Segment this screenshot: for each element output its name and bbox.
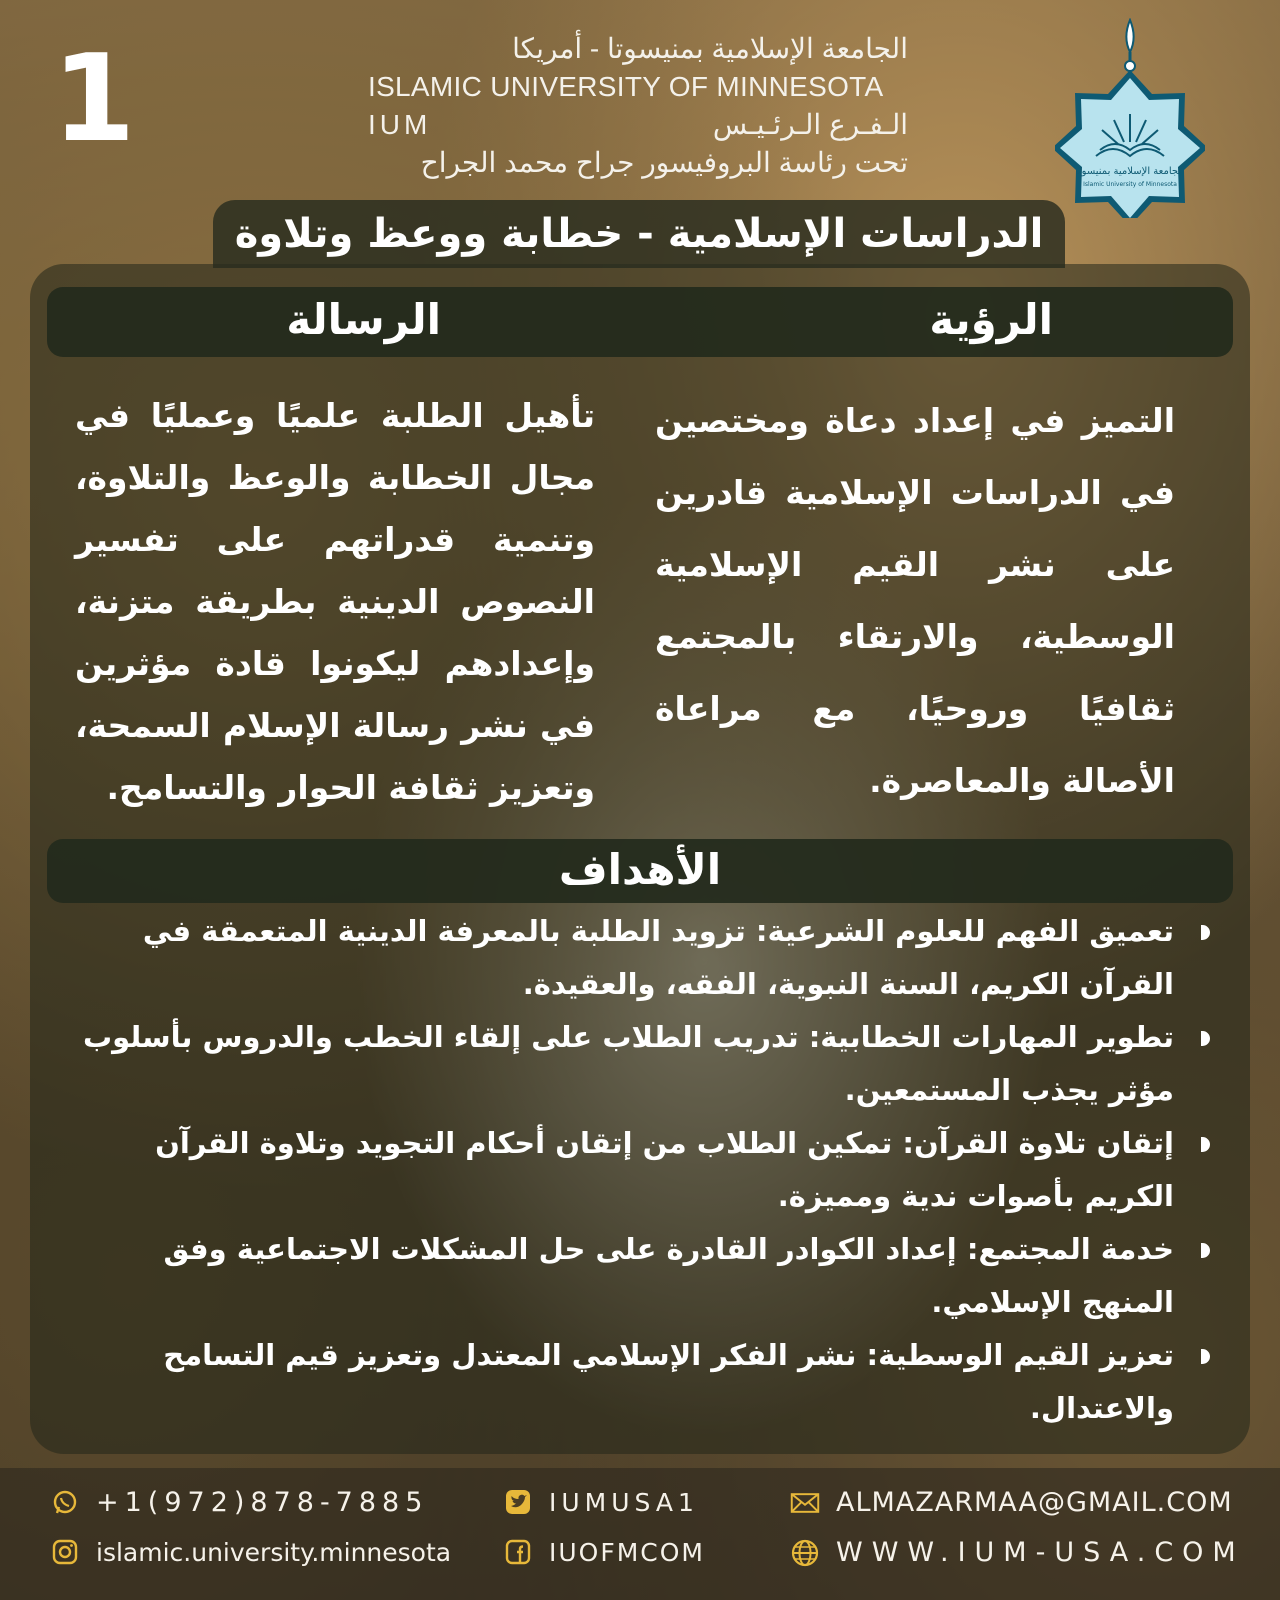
whatsapp-icon xyxy=(50,1488,80,1518)
goal-item xyxy=(62,1117,1212,1223)
twitter-contact[interactable] xyxy=(503,1487,699,1517)
website-contact[interactable] xyxy=(790,1537,1245,1568)
goals-heading: الأهداف xyxy=(558,845,722,894)
university-logo xyxy=(1055,18,1205,218)
university-arabic-name: الجامعة الإسلامية بمنيسوتا - أمريكا xyxy=(512,33,908,64)
phone-number: +1(972)878-7885 xyxy=(96,1487,429,1518)
instagram-icon xyxy=(50,1537,80,1567)
branch-abbr: IUM xyxy=(368,109,432,140)
goal-text: تعزيز القيم الوسطية: نشر الفكر الإسلامي المعتدل وتعزيز قيم التسامح والاعتدال. xyxy=(163,1338,1174,1425)
email-contact[interactable] xyxy=(790,1487,1233,1518)
globe-icon xyxy=(790,1538,820,1568)
program-title: الدراسات الإسلامية - خطابة ووعظ وتلاوة xyxy=(213,200,1065,268)
phone-contact[interactable] xyxy=(50,1487,428,1518)
bullet-icon xyxy=(1201,925,1210,940)
goal-item xyxy=(62,1223,1212,1329)
mission-text: تأهيل الطلبة علميًا وعمليًا في مجال الخطابة والوعظ والتلاوة، وتنمية قدراتهم على تفسير النصوص الدينية بطريقة متزنة، وإعدادهم ليكونوا قادة مؤثرين في نشر رسالة الإسلام السمحة، وتعزيز ثقافة الحوار والتسامح. xyxy=(75,396,595,807)
goal-item xyxy=(62,1011,1212,1117)
university-header xyxy=(368,30,908,182)
goal-text: إتقان تلاوة القرآن: تمكين الطلاب من إتقان أحكام التجويد وتلاوة القرآن الكريم بأصوات ندية ومميزة. xyxy=(155,1126,1174,1213)
goal-text: تعميق الفهم للعلوم الشرعية: تزويد الطلبة بالمعرفة الدينية المتعمقة في القرآن الكريم، السنة النبوية، الفقه، والعقيدة. xyxy=(142,914,1174,1001)
goal-text: تطوير المهارات الخطابية: تدريب الطلاب على إلقاء الخطب والدروس بأسلوب مؤثر يجذب المستمعين. xyxy=(82,1020,1174,1107)
vision-heading: الرؤية xyxy=(929,295,1053,344)
presidency-line: تحت رئاسة البروفيسور جراح محمد الجراح xyxy=(420,147,908,178)
instagram-contact[interactable] xyxy=(50,1537,451,1567)
facebook-handle: IUOFMCOM xyxy=(549,1537,706,1567)
email-icon xyxy=(790,1488,820,1518)
logo-arabic-text: الجامعة الإسلامية بمنيسوتا xyxy=(1075,166,1185,177)
bullet-icon xyxy=(1201,1137,1210,1152)
university-english-name: ISLAMIC UNIVERSITY OF MINNESOTA xyxy=(368,71,884,102)
facebook-icon xyxy=(503,1537,533,1567)
twitter-icon xyxy=(503,1487,533,1517)
goals-header-bar xyxy=(47,839,1233,903)
page-number: 1 xyxy=(52,30,136,169)
goal-item xyxy=(62,1329,1212,1435)
twitter-handle: IUMUSA1 xyxy=(549,1487,699,1517)
mission-heading: الرسالة xyxy=(286,295,441,344)
bullet-icon xyxy=(1201,1243,1210,1258)
branch-line xyxy=(368,106,908,144)
bullet-icon xyxy=(1201,1031,1210,1046)
goal-text: خدمة المجتمع: إعداد الكوادر القادرة على حل المشكلات الاجتماعية وفق المنهج الإسلامي. xyxy=(163,1232,1174,1319)
branch-label: الـفـرع الـرئـيـس xyxy=(712,109,908,140)
goals-list xyxy=(62,905,1212,1435)
email-address: ALMAZARMAA@GMAIL.COM xyxy=(836,1487,1233,1518)
bullet-icon xyxy=(1201,1349,1210,1364)
goal-item xyxy=(62,905,1212,1011)
logo-english-text: Islamic University of Minnesota xyxy=(1083,181,1177,188)
instagram-handle: islamic.university.minnesota xyxy=(96,1537,452,1567)
vision-mission-header-bar xyxy=(47,287,1233,357)
website-url: WWW.IUM-USA.COM xyxy=(836,1537,1245,1568)
facebook-contact[interactable] xyxy=(503,1537,705,1567)
vision-text: التميز في إعداد دعاة ومختصين في الدراسات الإسلامية قادرين على نشر القيم الإسلامية الوسطية، والارتقاء بالمجتمع ثقافيًا وروحيًا، مع مراعاة الأصالة والمعاصرة. xyxy=(655,401,1175,800)
